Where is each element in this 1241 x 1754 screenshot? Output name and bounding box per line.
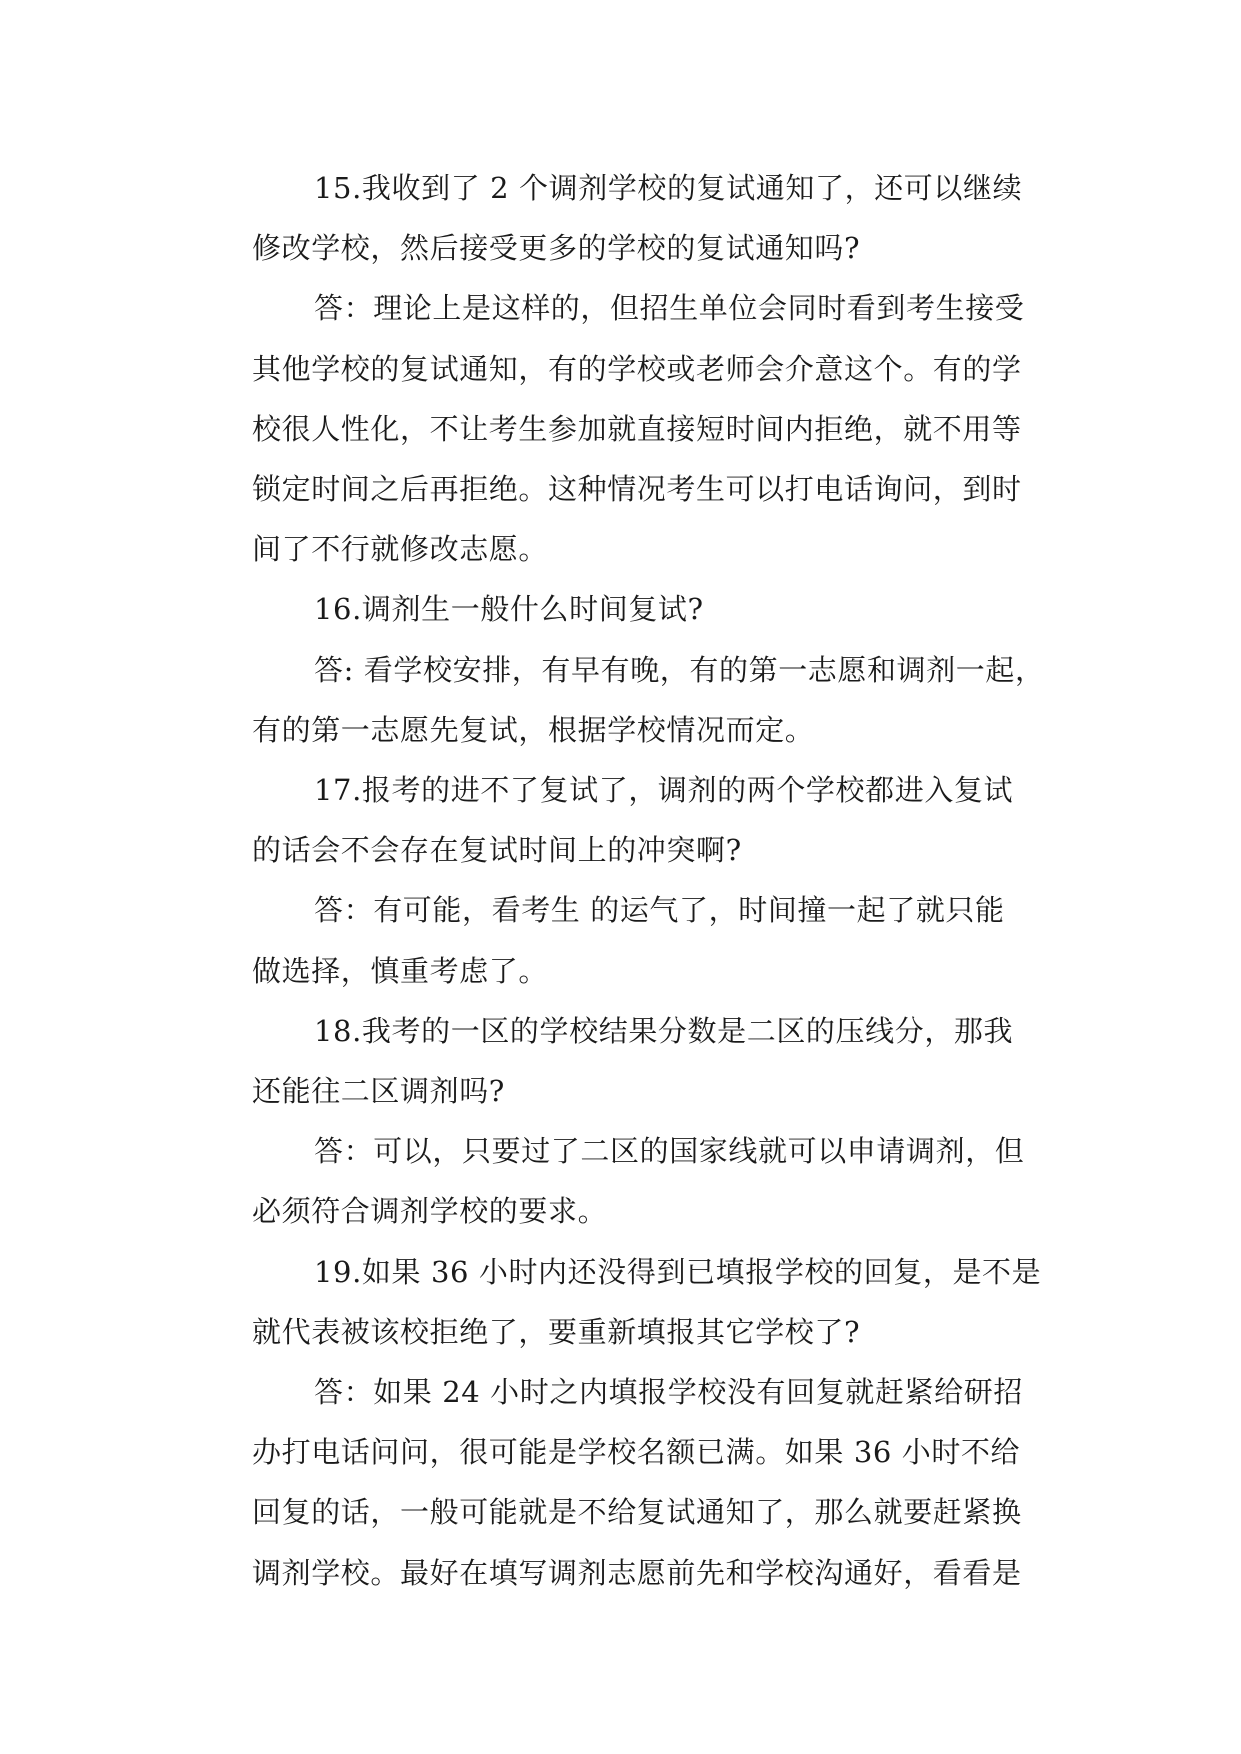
text-line: 还能往二区调剂吗? xyxy=(252,1074,505,1109)
answer-17 xyxy=(190,880,1050,1000)
text-line: 做选择，慎重考虑了。 xyxy=(252,953,549,988)
question-19 xyxy=(190,1242,1050,1362)
text-line: 18.我考的一区的学校结果分数是二区的压线分，那我 xyxy=(314,1013,1014,1048)
text-line: 间了不行就修改志愿。 xyxy=(252,532,549,567)
answer-18 xyxy=(190,1121,1050,1241)
document-body xyxy=(190,158,1050,1603)
text-line: 有的第一志愿先复试，根据学校情况而定。 xyxy=(252,712,815,747)
text-line: 就代表被该校拒绝了，要重新填报其它学校了? xyxy=(252,1314,861,1349)
answer-19 xyxy=(190,1362,1050,1603)
text-line: 必须符合调剂学校的要求。 xyxy=(252,1194,608,1229)
text-line: 答：可以，只要过了二区的国家线就可以申请调剂，但 xyxy=(314,1134,1025,1169)
text-line: 修改学校，然后接受更多的学校的复试通知吗? xyxy=(252,231,861,266)
text-line: 答：如果 24 小时之内填报学校没有回复就赶紧给研招 xyxy=(314,1375,1023,1410)
text-line: 办打电话问问，很可能是学校名额已满。如果 36 小时不给 xyxy=(252,1435,1021,1470)
question-18 xyxy=(190,1001,1050,1121)
text-line: 15.我收到了 2 个调剂学校的复试通知了，还可以继续 xyxy=(314,171,1023,205)
question-16 xyxy=(190,579,1050,639)
text-line: 19.如果 36 小时内还没得到已填报学校的回复，是不是 xyxy=(314,1254,1042,1289)
text-line: 回复的话，一般可能就是不给复试通知了，那么就要赶紧换 xyxy=(252,1495,1022,1530)
text-line: 答: 看学校安排，有早有晚，有的第一志愿和调剂一起， xyxy=(314,652,1045,687)
question-15 xyxy=(190,158,1050,278)
text-line: 16.调剂生一般什么时间复试? xyxy=(314,592,704,627)
text-line: 调剂学校。最好在填写调剂志愿前先和学校沟通好，看看是 xyxy=(252,1555,1022,1590)
answer-15 xyxy=(190,278,1050,579)
text-line: 其他学校的复试通知，有的学校或老师会介意这个。有的学 xyxy=(252,351,1022,386)
text-line: 的话会不会存在复试时间上的冲突啊? xyxy=(252,833,742,868)
text-line: 答：理论上是这样的，但招生单位会同时看到考生接受 xyxy=(314,291,1025,326)
question-17 xyxy=(190,760,1050,880)
text-line: 答：有可能，看考生 的运气了，时间撞一起了就只能 xyxy=(314,893,1005,928)
answer-16 xyxy=(190,640,1050,760)
text-line: 17.报考的进不了复试了，调剂的两个学校都进入复试 xyxy=(314,773,1014,808)
text-line: 校很人性化，不让考生参加就直接短时间内拒绝，就不用等 xyxy=(252,411,1022,446)
text-line: 锁定时间之后再拒绝。这种情况考生可以打电话询问，到时 xyxy=(252,472,1022,507)
